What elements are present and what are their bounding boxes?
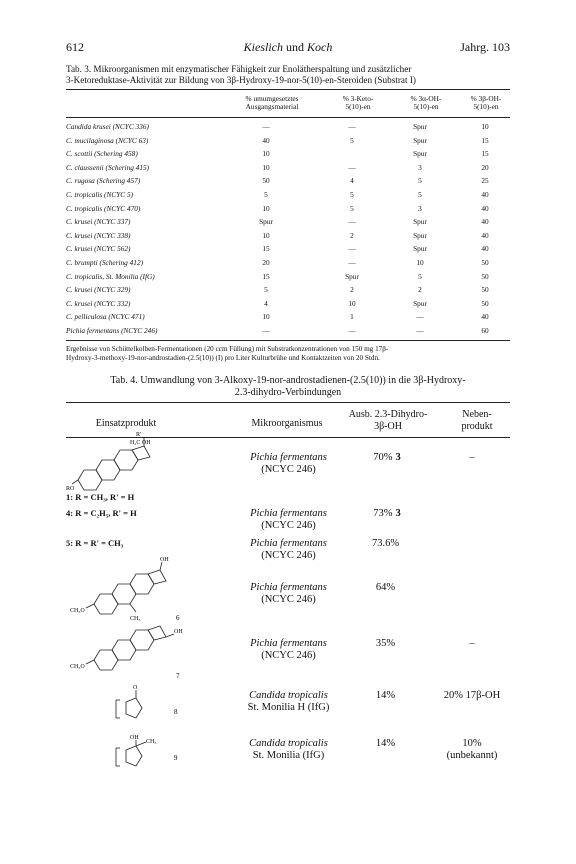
table3-organism: C. mucilaginosa (NCYC 63) [66, 135, 149, 145]
table4-yield [352, 638, 422, 649]
table3-organism: C. tropicalis, St. Monilia (IfG) [66, 271, 155, 281]
table3-organism: C. tropicalis (NCYC 470) [66, 203, 141, 213]
table3-caption [66, 64, 510, 86]
table3-cell-b: — [348, 244, 356, 254]
table3-cell-a: 40 [262, 135, 270, 145]
table3-row [66, 176, 510, 188]
table3-organism: C. claussenii (Schering 415) [66, 162, 150, 172]
table3-cell-c: 5 [418, 176, 422, 186]
table4-yield [352, 538, 422, 549]
table3-organism: C. brumpti (Schering 412) [66, 258, 144, 267]
table3-cell-c: Spur [413, 122, 427, 131]
table4-organism-strain: (NCYC 246) [261, 464, 316, 475]
table3-col3-l1: % 3α-OH- [410, 94, 442, 103]
table3-cell-a: — [262, 122, 270, 131]
table3-cell-a: 50 [262, 176, 270, 186]
table3-cell-b: Spur [345, 271, 359, 281]
table3-row [66, 190, 510, 202]
struct6-ch3: CH₃ [130, 616, 141, 622]
structure-8-diagram [110, 686, 190, 726]
table4-yield [352, 452, 422, 463]
structure-1-diagram [66, 432, 180, 498]
structure-7-diagram [70, 628, 186, 684]
table3-cell-b: 5 [350, 203, 354, 213]
table3-bottom-rule [66, 340, 510, 341]
author-b: Koch [306, 40, 333, 54]
struct6-number: 6 [176, 614, 180, 622]
table3-cell-d: 15 [481, 149, 489, 159]
structure-6-diagram [70, 557, 186, 628]
table3-row [66, 272, 510, 284]
table3-cell-a: 15 [262, 244, 270, 254]
table3-cell-b: — [348, 326, 356, 335]
table3-cell-a: — [262, 326, 270, 335]
struct7-number: 7 [176, 672, 180, 680]
table3-cell-d: 50 [481, 271, 489, 281]
table3-cell-b: 1 [350, 312, 354, 322]
table4-yield [352, 582, 422, 593]
table4-top-rule [66, 402, 510, 403]
table4-organism [231, 538, 346, 562]
struct9-number: 9 [174, 754, 178, 762]
table3-col1-l2: Ausgangsmaterial [245, 102, 299, 111]
table4-caption-line2: 2.3-dihydro-Verbindungen [234, 387, 342, 398]
table4-caption [66, 375, 510, 399]
table4-organism [231, 690, 346, 714]
table3-col4-l1: % 3β-OH- [470, 94, 502, 103]
table4-organism-name: Candida tropicalis [249, 690, 328, 701]
struct9-ch3: CH₃ [146, 739, 157, 745]
table3-cell-a: 10 [262, 203, 270, 213]
table4-organism-name: Pichia fermentans [250, 582, 327, 593]
table4-organism [231, 582, 346, 606]
table3-cell-d: 15 [481, 135, 489, 145]
table4-organism-name: Pichia fermentans [250, 638, 327, 649]
table4-neben-line1: 10% [462, 738, 482, 749]
table4-caption-line1: Tab. 4. Umwandlung von 3-Alkoxy-19-nor-androstadienen-(2.5(10)) in die 3β-Hydroxy- [110, 375, 466, 386]
table3-row [66, 326, 510, 338]
table3-caption-line1: Tab. 3. Mikroorganismen mit enzymatischer Fähigkeit zur Enolätherspaltung und zusätzlicher [66, 64, 412, 74]
table3-cell-b: — [348, 217, 356, 227]
table3-cell-c: 3 [418, 203, 422, 213]
table4-nebenprodukt [434, 738, 510, 762]
table3-note-line1: Ergebnisse von Schüttelkolben-Fermentationen (20 ccm Füllung) mit Substratkonzentrationen von 150 mg 17β- [66, 345, 389, 353]
table3-cell-a: 15 [262, 271, 270, 281]
table4-col-ausb-2: 3β-OH [374, 421, 402, 432]
struct7-ch3o: CH₃O [70, 664, 85, 670]
table3-cell-c: — [416, 326, 424, 335]
table3-cell-b: — [348, 162, 356, 172]
table4-neben-line2: (unbekannt) [446, 750, 498, 761]
table4-yield-value: 64% [375, 582, 396, 593]
table3-cell-c: 2 [418, 285, 422, 295]
table4-organism-strain: (NCYC 246) [261, 650, 316, 661]
table4-yield-value: 14% [375, 690, 396, 701]
table4-yield-value: 35% [375, 638, 396, 649]
table3-organism: C. krusei (NCYC 338) [66, 230, 131, 240]
table4-organism-name: Pichia fermentans [250, 538, 327, 549]
table3-row [66, 204, 510, 216]
struct7-oh: OH [174, 629, 183, 635]
table4-organism [231, 738, 346, 762]
table4-organism-strain: (NCYC 246) [261, 520, 316, 531]
table4-col-mikro: Mikroorganismus [251, 418, 323, 429]
table3-top-rule [66, 89, 510, 90]
table4-nebenprodukt [434, 452, 510, 464]
table4-compound-label: 5: R = R' = CH₃ [66, 538, 124, 548]
table4-compound-label: 1: R = CH₃, R' = H [66, 492, 135, 502]
table3-cell-a: 4 [264, 298, 268, 308]
table3-row [66, 244, 510, 256]
table4-yield-ref: 3 [395, 508, 401, 519]
table3-cell-d: 40 [481, 217, 489, 227]
table4-yield [352, 690, 422, 701]
table4-col-einsatz: Einsatzprodukt [95, 418, 157, 429]
struct9-oh: OH [130, 735, 139, 741]
table3-cell-a: 5 [264, 285, 268, 295]
table3-row [66, 217, 510, 229]
table3-row [66, 299, 510, 311]
table3-cell-a: 20 [262, 258, 270, 267]
table3-footnote [66, 345, 510, 363]
table3-cell-c: — [416, 312, 424, 322]
table4-organism-strain: (NCYC 246) [261, 594, 316, 605]
table4-header-rule [66, 437, 510, 438]
table3-cell-d: 40 [481, 203, 489, 213]
struct6-ch3o: CH₃O [70, 608, 85, 614]
table3-cell-c: 3 [418, 162, 422, 172]
struct8-o: O [133, 685, 138, 691]
struct1-rprime: R' [136, 432, 142, 438]
table3-cell-c: Spur [413, 135, 427, 145]
table3-cell-a: 5 [264, 190, 268, 199]
table3-cell-b: — [348, 258, 356, 267]
table3-cell-c: 10 [416, 258, 424, 267]
table3-col4-l2: 5(10)-en [473, 102, 499, 111]
table3-cell-d: 40 [481, 190, 489, 199]
table3-col-header [330, 95, 386, 111]
table4-organism-strain: St. Monilia H (IfG) [247, 702, 330, 713]
table3-cell-c: Spur [413, 244, 427, 254]
table4-organism-name: Pichia fermentans [250, 508, 327, 519]
table4-organism [231, 508, 346, 532]
author-and: und [285, 40, 304, 54]
table3-cell-b: 5 [350, 135, 354, 145]
struct6-oh: OH [160, 557, 169, 563]
table3-col2-l1: % 3-Keto- [342, 94, 374, 103]
table4-organism-name: Candida tropicalis [249, 738, 328, 749]
table3-cell-d: 40 [481, 230, 489, 240]
table3-cell-b: 2 [350, 285, 354, 295]
table3-cell-b: 4 [350, 176, 354, 186]
struct8-number: 8 [174, 708, 178, 716]
table4-yield-value: 14% [375, 738, 396, 749]
table4-organism-strain: (NCYC 246) [261, 550, 316, 561]
table4-compound-label: 4: R = C₂H₅, R' = H [66, 508, 137, 518]
table4-col-neben-2: produkt [461, 421, 493, 432]
table3-cell-d: 50 [481, 285, 489, 295]
table3-cell-d: 40 [481, 312, 489, 322]
table3-cell-c: Spur [413, 298, 427, 308]
structure-9-diagram [110, 734, 190, 774]
table3-row [66, 136, 510, 148]
table3-organism: C. scottii (Schering 458) [66, 149, 138, 159]
table3-header-rule [66, 117, 510, 118]
table3-row [66, 122, 510, 134]
table3-col3-l2: 5(10)-en [413, 102, 439, 111]
table4-yield [352, 738, 422, 749]
table3-cell-d: 50 [481, 298, 489, 308]
table3-cell-c: Spur [413, 217, 427, 227]
table3-cell-a: 10 [262, 312, 270, 322]
table3-cell-d: 20 [481, 162, 489, 172]
table4-yield-value: 70% [373, 452, 393, 463]
table3-row [66, 258, 510, 270]
table3-cell-d: 50 [481, 258, 489, 267]
table4-organism-strain: St. Monilia (IfG) [252, 750, 325, 761]
table4-neben-line1: 20% 17β-OH [443, 690, 501, 701]
table4-col-ausb-1: Ausb. 2.3-Dihydro- [348, 409, 428, 420]
table3-cell-d: 25 [481, 176, 489, 186]
table3-cell-a: 10 [262, 149, 270, 159]
table4-col-neben-1: Neben- [462, 409, 492, 420]
table3-cell-c: Spur [413, 149, 427, 159]
table3-cell-d: 10 [481, 122, 489, 131]
table3-row [66, 285, 510, 297]
table3-organism: C. krusei (NCYC 329) [66, 285, 131, 295]
table3-cell-c: Spur [413, 230, 427, 240]
table4-organism [231, 452, 346, 476]
table3-organism: C. tropicalis (NCYC 5) [66, 190, 134, 199]
table3-organism: C. rugosa (Schering 457) [66, 176, 141, 186]
table3-cell-b: 2 [350, 230, 354, 240]
table3-cell-d: 40 [481, 244, 489, 254]
table3-row [66, 312, 510, 324]
table3-organism: C. krusei (NCYC 337) [66, 217, 131, 227]
table3-col1-l1: % umumgesetztes [245, 94, 299, 103]
table3-col-header [458, 95, 514, 111]
running-authors [66, 40, 510, 55]
journal-volume: Jahrg. 103 [460, 40, 510, 54]
table4-yield-value: 73.6% [371, 538, 400, 549]
table3-cell-c: 5 [418, 271, 422, 281]
table4-neben-line1: – [469, 452, 475, 463]
table3-cell-a: 10 [262, 162, 270, 172]
table3-col2-l2: 5(10)-en [345, 102, 371, 111]
table3-organism: Candida krusei (NCYC 336) [66, 122, 149, 131]
table3-cell-c: 5 [418, 190, 422, 199]
table3-organism: C. krusei (NCYC 332) [66, 298, 131, 308]
table3-cell-b: — [348, 122, 356, 131]
table3-cell-d: 60 [481, 326, 489, 335]
table3-cell-a: Spur [259, 217, 273, 227]
table4-yield-ref: 3 [395, 452, 401, 463]
table3-row [66, 149, 510, 161]
table3-organism: C. krusei (NCYC 562) [66, 244, 131, 254]
author-a: Kieslich [243, 40, 283, 54]
table3-organism: Pichia fermentans (NCYC 246) [66, 326, 158, 335]
table4-col-ausb [338, 409, 438, 433]
table3-organism: C. pelliculosa (NCYC 471) [66, 312, 145, 322]
table3-cell-b: 10 [348, 298, 356, 308]
table4-nebenprodukt [434, 690, 510, 702]
table3-col-header [232, 95, 312, 111]
table3-col-header [398, 95, 454, 111]
struct1-h2coh: H₂C OH [130, 440, 151, 446]
table4-yield [352, 508, 422, 519]
table4-nebenprodukt [434, 638, 510, 650]
struct1-ro: RO [66, 486, 75, 492]
table4-yield-value: 73% [373, 508, 393, 519]
table3-cell-a: 10 [262, 230, 270, 240]
table3-row [66, 163, 510, 175]
table4-col-neben [440, 409, 514, 433]
table3-row [66, 231, 510, 243]
table3-caption-line2: 3-Ketoreduktase-Aktivität zur Bildung von 3β-Hydroxy-19-nor-5(10)-en-Steroiden (Substrat I) [66, 75, 416, 85]
table4-neben-line1: – [469, 638, 475, 649]
table3-note-line2: Hydroxy-3-methoxy-19-nor-androstadien-(2.5(10)) (I) pro Liter Kulturbrühe und Kontaktzeiten von 20 Stdn. [66, 354, 380, 362]
table3-cell-b: 5 [350, 190, 354, 199]
page-number: 612 [66, 40, 84, 54]
table4-organism-name: Pichia fermentans [250, 452, 327, 463]
table4-organism [231, 638, 346, 662]
